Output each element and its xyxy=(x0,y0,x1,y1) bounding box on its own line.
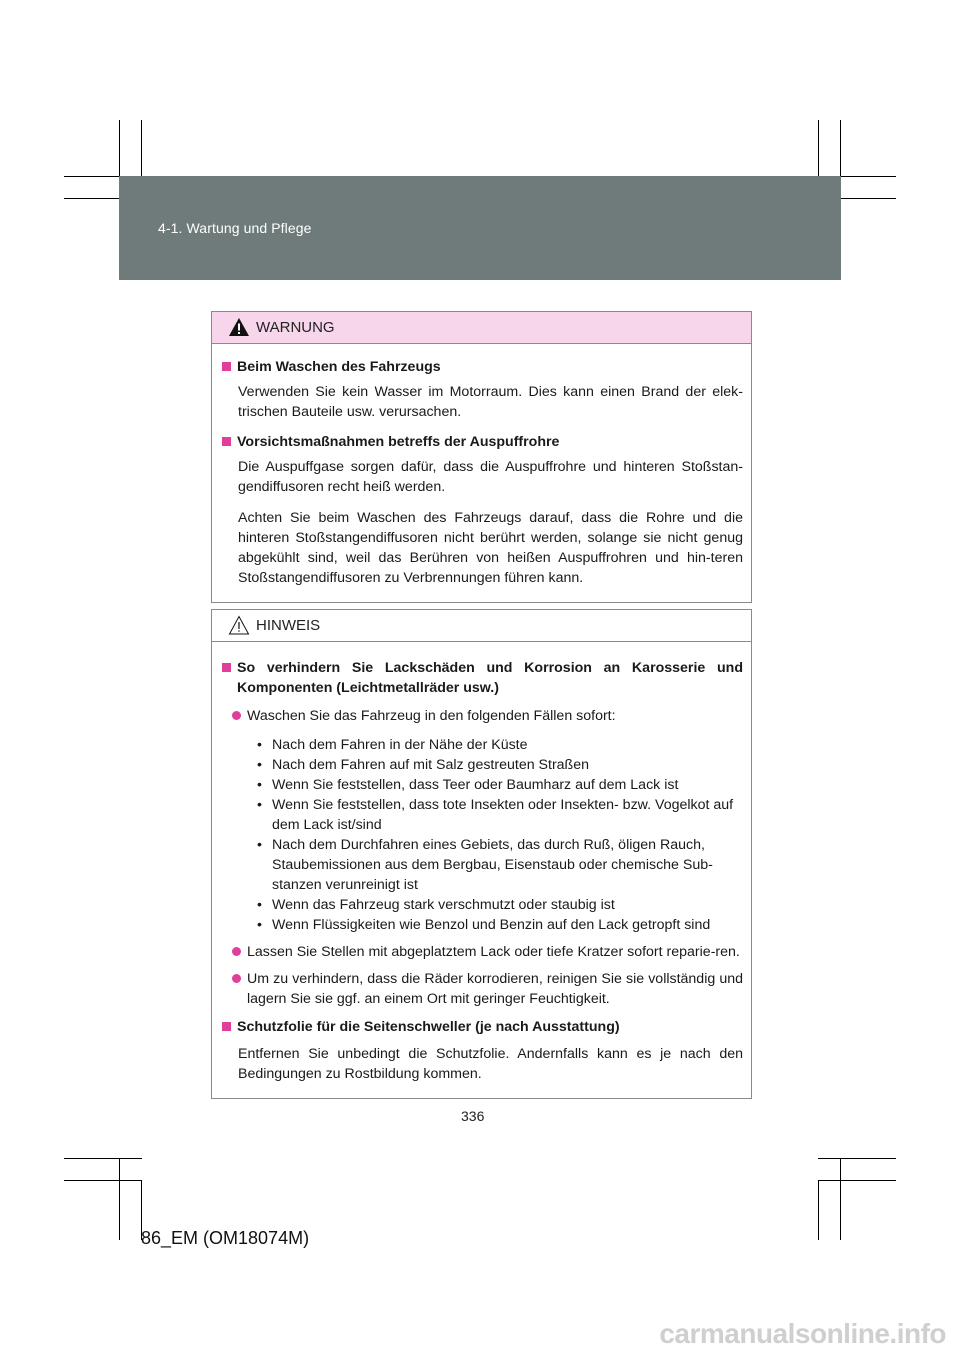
watermark: carmanualsonline.info xyxy=(659,1318,946,1349)
dot-bullet-icon xyxy=(232,711,241,720)
square-bullet-icon xyxy=(222,1022,231,1031)
notice-section-title: Schutzfolie für die Seitenschweller (je nach Ausstattung) xyxy=(220,1017,743,1037)
list-item: • Wenn Sie feststellen, dass tote Insekten oder Insekten- bzw. Vogelkot auf dem Lack ist/sind xyxy=(256,795,743,835)
notice-label: HINWEIS xyxy=(256,617,321,634)
square-bullet-icon xyxy=(222,437,231,446)
notice-box-body xyxy=(212,642,751,1098)
warning-paragraph: Die Auspuffgase sorgen dafür, dass die Auspuffrohre und hinteren Stoßstan-gendiffusoren recht heiß werden. xyxy=(238,459,743,495)
crop-mark xyxy=(64,1180,142,1181)
list-item: • Wenn Sie feststellen, dass Teer oder Baumharz auf dem Lack ist xyxy=(256,775,743,795)
crop-mark xyxy=(818,1180,819,1240)
notice-dot-item: Lassen Sie Stellen mit abgeplatztem Lack oder tiefe Kratzer sofort reparie-ren. xyxy=(230,942,743,962)
crop-mark xyxy=(840,1158,841,1240)
page-number: 336 xyxy=(461,1108,485,1124)
warning-paragraph: Verwenden Sie kein Wasser im Motorraum. Dies kann einen Brand der elek-trischen Bauteile usw. verursachen. xyxy=(238,384,743,420)
square-bullet-icon xyxy=(222,362,231,371)
crop-mark xyxy=(119,1158,120,1240)
list-item: • Nach dem Durchfahren eines Gebiets, das durch Ruß, öligen Rauch, Staubemissionen aus dem Bergbau, Eisenstaub oder chemische Sub-stanzen verunreinigt ist xyxy=(256,835,743,895)
square-bullet-icon xyxy=(222,663,231,672)
crop-mark xyxy=(818,1158,896,1159)
crop-mark xyxy=(818,1180,896,1181)
warning-box-header xyxy=(212,312,751,344)
warning-section-title: Beim Waschen des Fahrzeugs xyxy=(220,357,743,377)
warning-triangle-icon xyxy=(228,317,250,337)
warning-section-title: Vorsichtsmaßnahmen betreffs der Auspuffrohre xyxy=(220,432,743,452)
dot-bullet-icon xyxy=(232,947,241,956)
notice-dot-item: Waschen Sie das Fahrzeug in den folgenden Fällen sofort: xyxy=(230,706,743,726)
crop-mark xyxy=(64,1158,142,1159)
condition-list xyxy=(256,735,743,935)
section-header-band xyxy=(119,176,841,280)
dot-bullet-icon xyxy=(232,974,241,983)
notice-box-header xyxy=(212,610,751,642)
notice-dot-item: Um zu verhindern, dass die Räder korrodieren, reinigen Sie sie vollständig und lagern Sie sie ggf. an einem Ort mit geringer Feuchtigkeit. xyxy=(230,969,743,1009)
warning-box xyxy=(211,311,752,603)
warning-box-body xyxy=(212,344,751,602)
section-title: 4-1. Wartung und Pflege xyxy=(158,220,312,236)
list-item: • Wenn das Fahrzeug stark verschmutzt oder staubig ist xyxy=(256,895,743,915)
warning-label: WARNUNG xyxy=(256,319,335,336)
notice-section-title: So verhindern Sie Lackschäden und Korrosion an Karosserie und Komponenten (Leichtmetallräder usw.) xyxy=(220,658,743,698)
notice-box xyxy=(211,609,752,1099)
document-code: 86_EM (OM18074M) xyxy=(141,1228,310,1248)
notice-paragraph: Entfernen Sie unbedingt die Schutzfolie. Andernfalls kann es je nach den Bedingungen zu Rostbildung kommen. xyxy=(238,1046,743,1082)
warning-paragraph: Achten Sie beim Waschen des Fahrzeugs darauf, dass die Rohre und die hinteren Stoßstangendiffusoren nicht berührt werden, solange sie nicht genug abgekühlt sind, weil das Berühren von heißen Auspuffrohren und hin-teren Stoßstangendiffusoren zu Verbrennungen führen kann. xyxy=(238,510,743,586)
list-item: • Wenn Flüssigkeiten wie Benzol und Benzin auf den Lack getropft sind xyxy=(256,915,743,935)
caution-triangle-icon xyxy=(228,615,250,635)
list-item: • Nach dem Fahren auf mit Salz gestreuten Straßen xyxy=(256,755,743,775)
list-item: • Nach dem Fahren in der Nähe der Küste xyxy=(256,735,743,755)
